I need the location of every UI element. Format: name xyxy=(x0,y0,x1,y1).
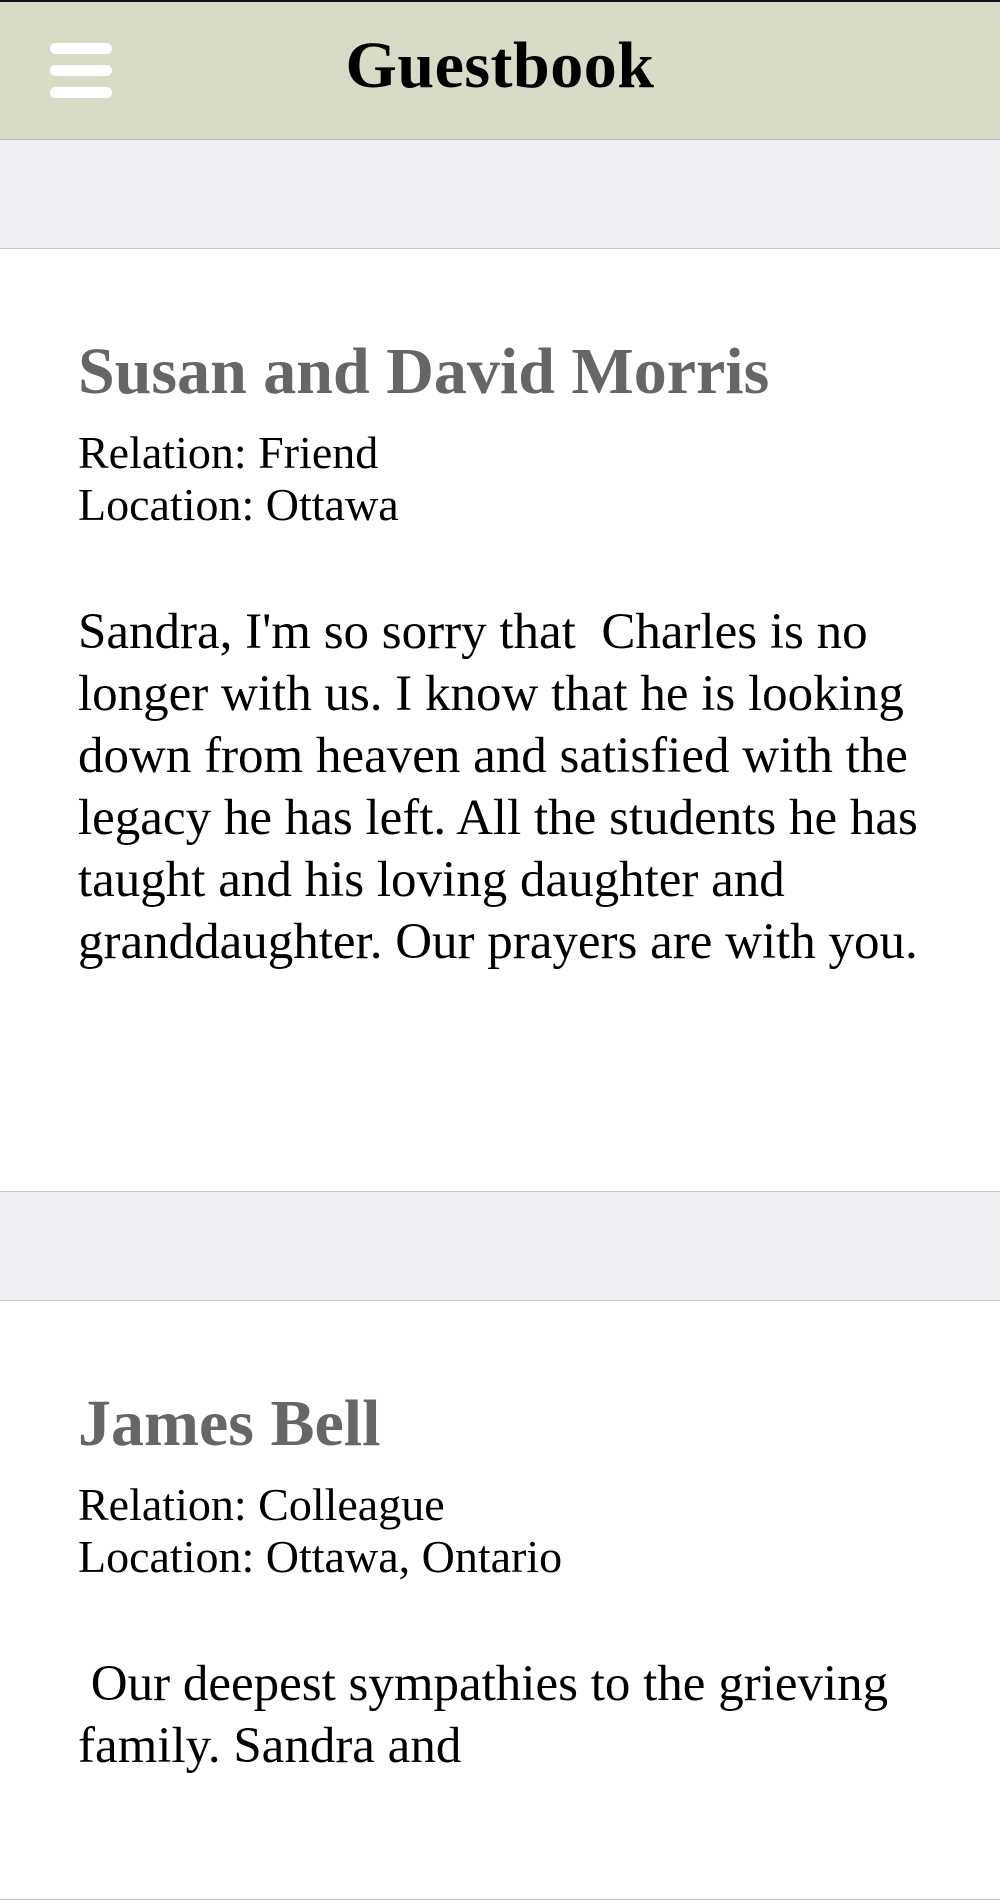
entry-relation: Relation: Colleague xyxy=(78,1479,445,1530)
entry-location: Location: Ottawa, Ontario xyxy=(78,1531,563,1582)
entry-meta xyxy=(78,1479,922,1583)
list-spacer xyxy=(0,140,1000,248)
header-bar xyxy=(0,0,1000,140)
guestbook-entry xyxy=(0,1300,1000,1900)
guestbook-list xyxy=(0,140,1000,1900)
entry-author-name: James Bell xyxy=(78,1387,381,1460)
entry-meta xyxy=(78,427,922,531)
list-spacer xyxy=(0,1192,1000,1300)
guestbook-entry xyxy=(0,248,1000,1192)
page-title: Guestbook xyxy=(345,29,655,102)
entry-author-name: Susan and David Morris xyxy=(78,335,770,408)
entry-message: Sandra, I'm so sorry that Charles is no longer with us. I know that he is looking down from heaven and satisfied with the legacy he has left. All the students he has taught and his loving daughter and granddaughter. Our prayers are with you. xyxy=(78,604,931,970)
entry-relation: Relation: Friend xyxy=(78,427,379,478)
entry-message: Our deepest sympathies to the grieving family. Sandra and xyxy=(78,1656,901,1774)
entry-location: Location: Ottawa xyxy=(78,479,399,530)
